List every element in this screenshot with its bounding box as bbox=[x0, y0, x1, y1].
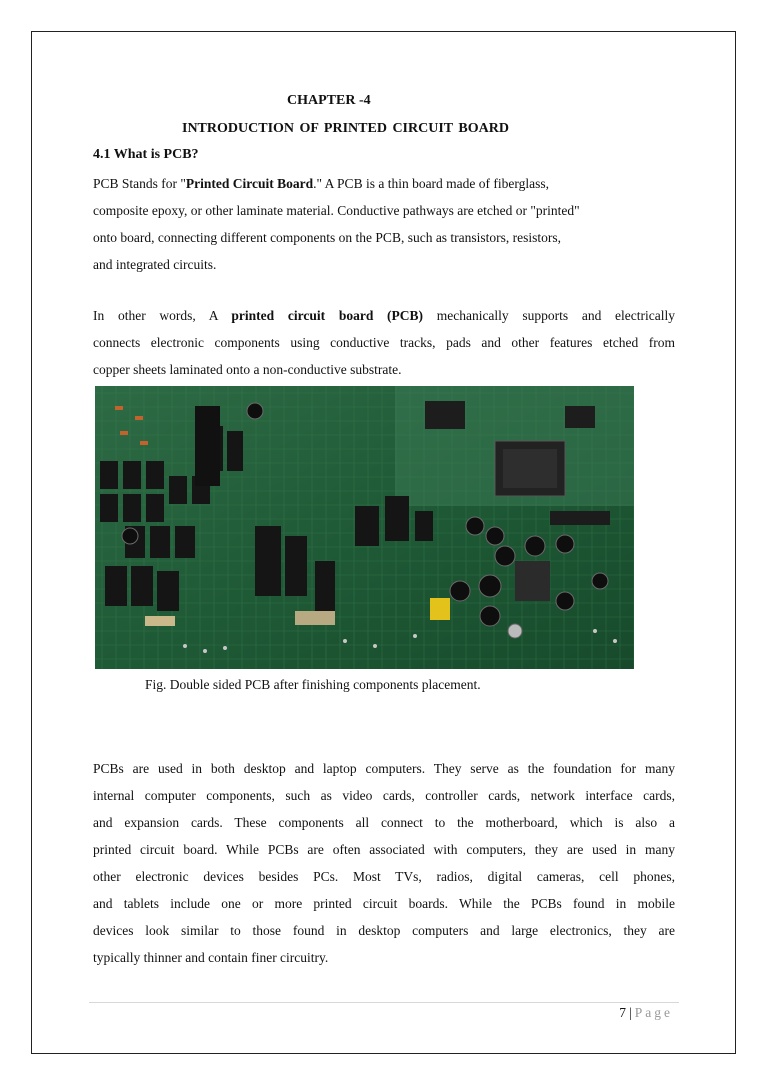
text-span: mechanically supports and electrically bbox=[423, 308, 675, 323]
paragraph-pcb-uses bbox=[93, 755, 675, 971]
paragraph-line: onto board, connecting different components on the PCB, such as transistors, resistors, bbox=[93, 230, 562, 245]
text-span: ." A PCB is a thin board made of fiberglass, bbox=[313, 176, 550, 191]
paragraph-line bbox=[93, 170, 683, 197]
bold-term: printed circuit board (PCB) bbox=[231, 308, 424, 323]
pcb-photo bbox=[95, 386, 634, 669]
text-span: PCB Stands for " bbox=[93, 176, 186, 191]
paragraph-line: devices look similar to those found in desktop computers and large electronics, they are bbox=[93, 923, 675, 938]
paragraph-line: PCBs are used in both desktop and laptop computers. They serve as the foundation for many bbox=[93, 761, 675, 776]
paragraph-line bbox=[93, 302, 675, 329]
paragraph-line: and expansion cards. These components all connect to the motherboard, which is also a bbox=[93, 815, 675, 830]
paragraph-line: composite epoxy, or other laminate material. Conductive pathways are etched or "printed" bbox=[93, 203, 580, 218]
page-word: Page bbox=[634, 1005, 673, 1020]
paragraph-line: printed circuit board. While PCBs are often associated with computers, they are used in many bbox=[93, 842, 675, 857]
chapter-label: CHAPTER -4 bbox=[287, 93, 371, 108]
paragraph-line: copper sheets laminated onto a non-conductive substrate. bbox=[93, 362, 402, 377]
bold-term: Printed Circuit Board bbox=[185, 176, 314, 191]
page-footer bbox=[619, 1005, 673, 1021]
footer-separator: | bbox=[629, 1005, 632, 1020]
text-span: In other words, A bbox=[93, 308, 232, 323]
paragraph-pcb-definition bbox=[93, 170, 683, 278]
paragraph-line: connects electronic components using conductive tracks, pads and other features etched from bbox=[93, 335, 675, 350]
chapter-title: INTRODUCTION OF PRINTED CIRCUIT BOARD bbox=[182, 121, 509, 136]
paragraph-line: and integrated circuits. bbox=[93, 257, 217, 272]
section-heading: 4.1 What is PCB? bbox=[93, 147, 199, 162]
paragraph-line: other electronic devices besides PCs. Most TVs, radios, digital cameras, cell phones, bbox=[93, 869, 675, 884]
figure-caption: Fig. Double sided PCB after finishing components placement. bbox=[145, 677, 481, 692]
paragraph-line: typically thinner and contain finer circuitry. bbox=[93, 950, 329, 965]
paragraph-line: and tablets include one or more printed circuit boards. While the PCBs found in mobile bbox=[93, 896, 675, 911]
page-number: 7 bbox=[619, 1005, 627, 1020]
paragraph-line: internal computer components, such as video cards, controller cards, network interface cards, bbox=[93, 788, 675, 803]
paragraph-in-other-words bbox=[93, 302, 675, 383]
footer-divider bbox=[89, 1002, 679, 1003]
